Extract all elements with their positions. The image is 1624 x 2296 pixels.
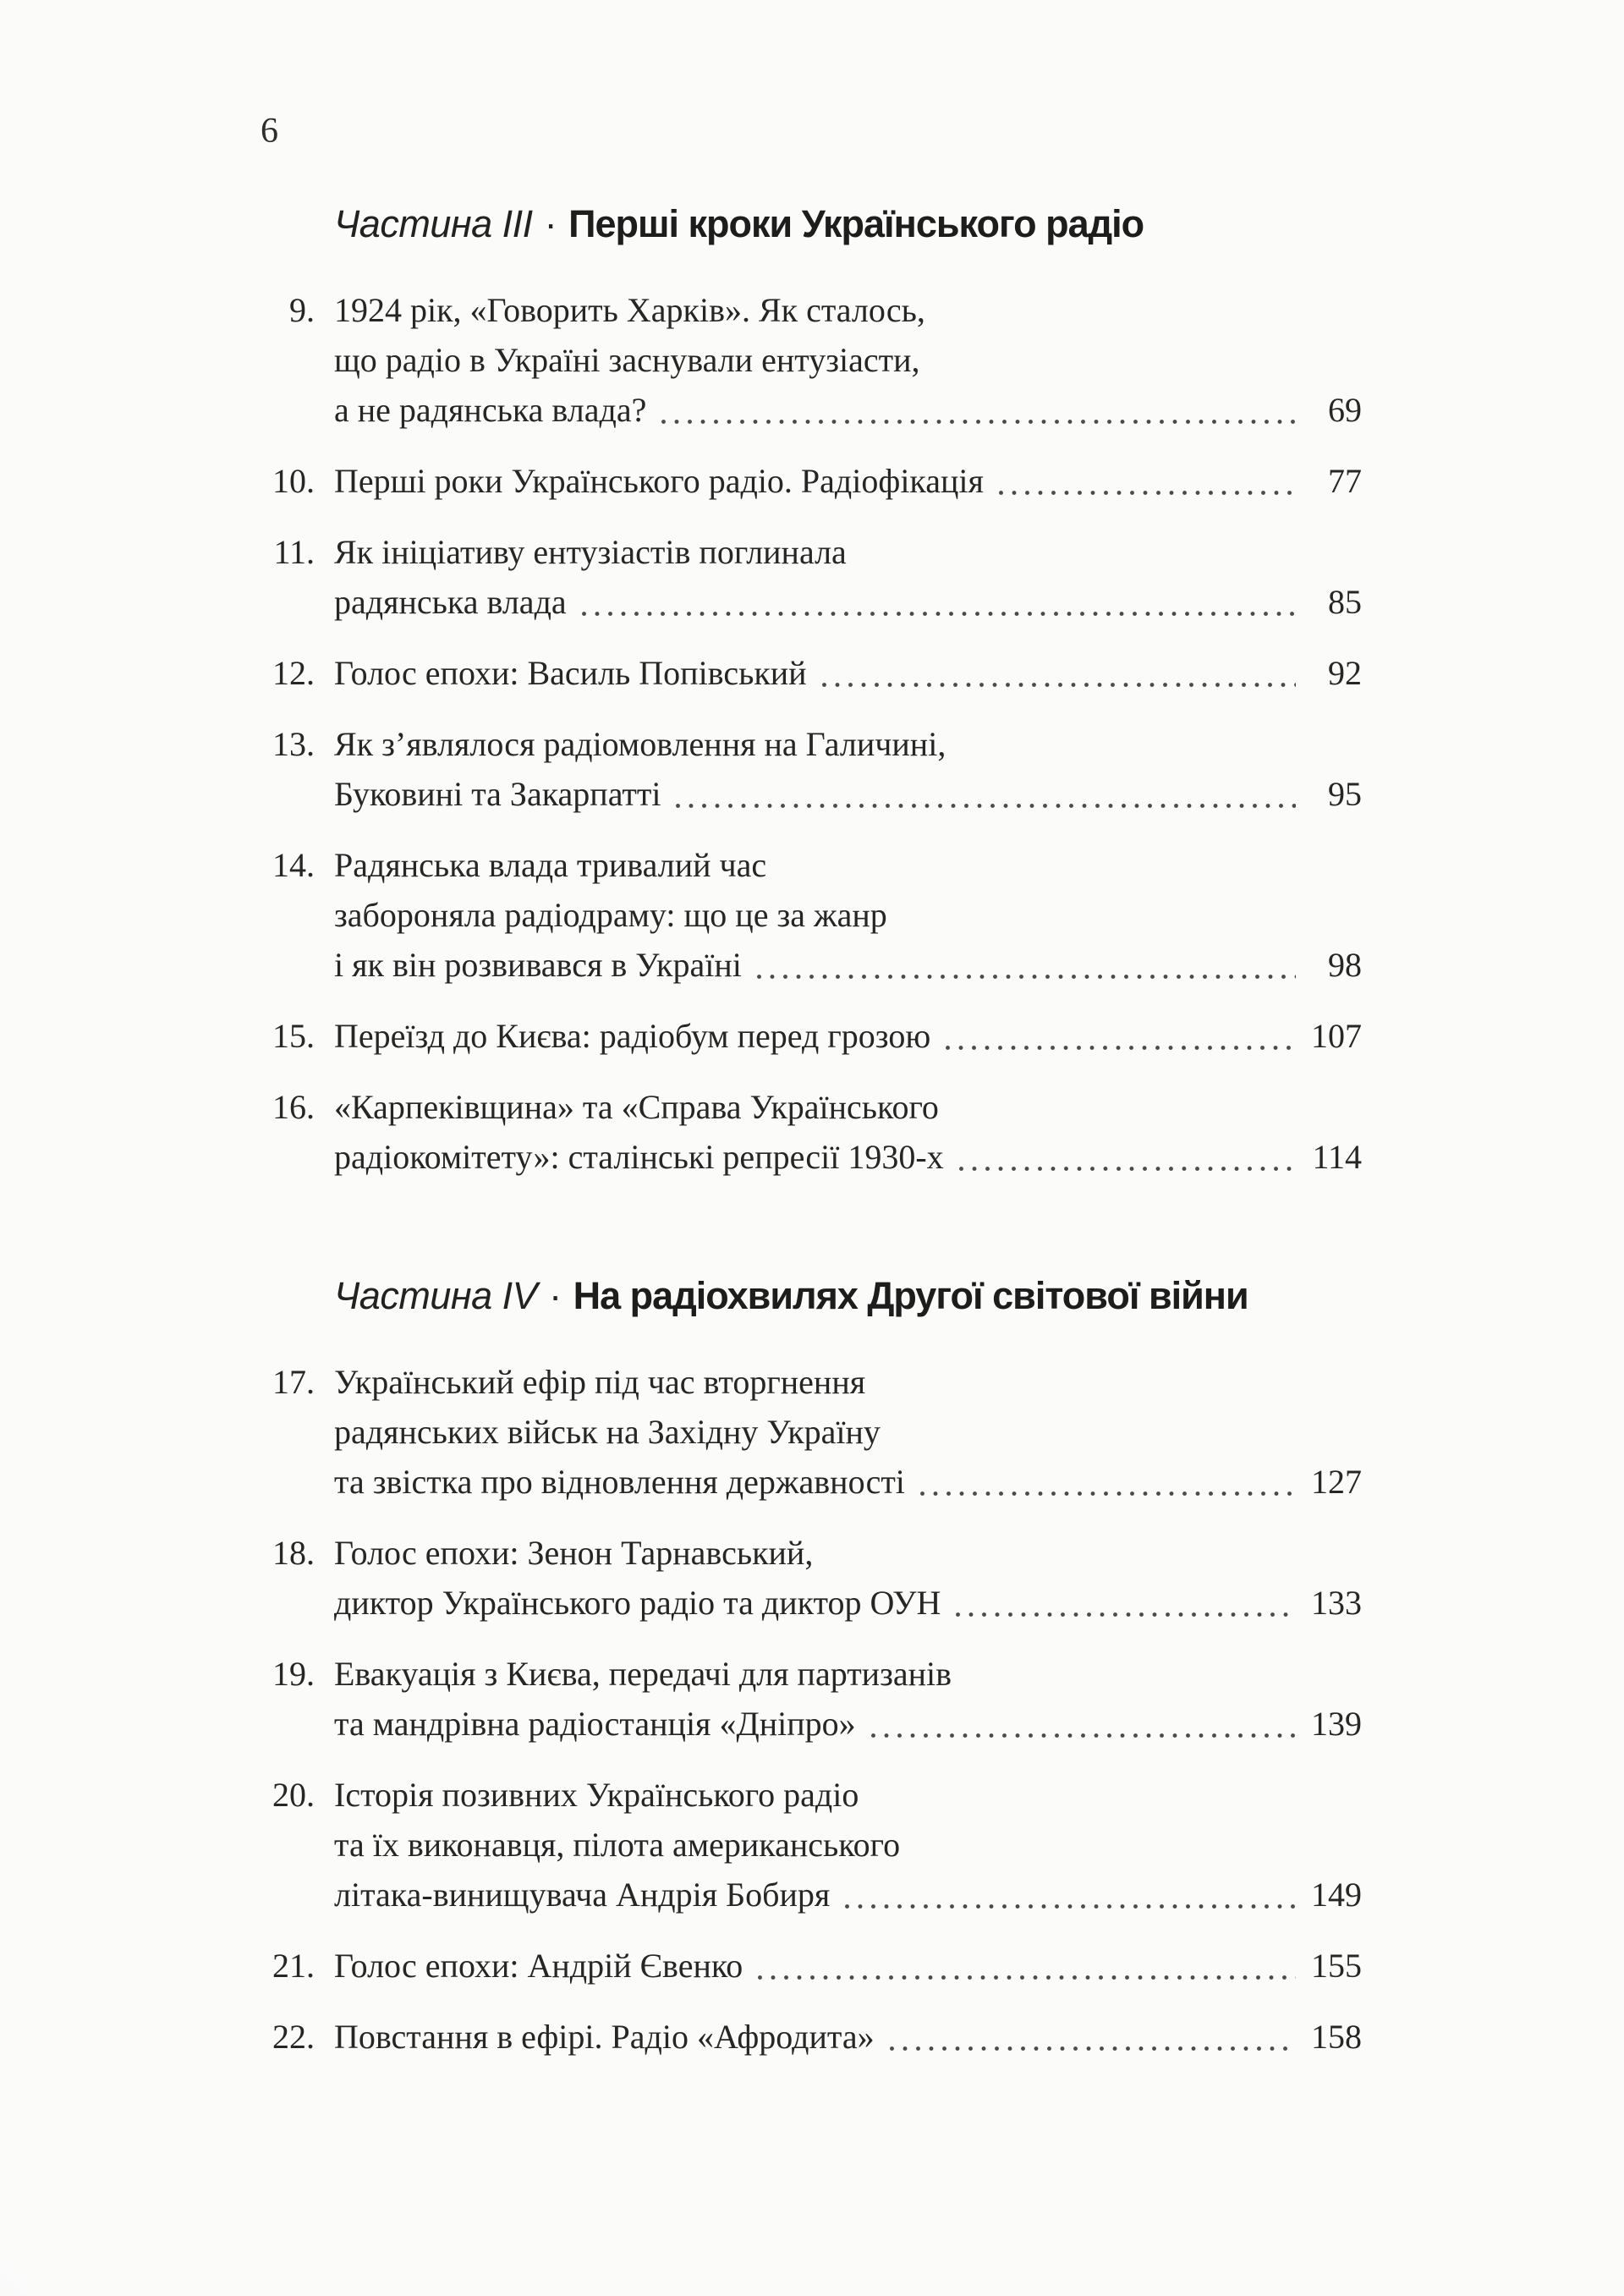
entry-text: Перші роки Українського радіо. Радіофікація bbox=[334, 462, 984, 500]
entry-page-number: 149 bbox=[1311, 1876, 1362, 1914]
entry-number: 17. bbox=[272, 1363, 315, 1401]
entry-page-number: 158 bbox=[1311, 2018, 1362, 2056]
entry-line bbox=[334, 577, 1362, 627]
dot-leader bbox=[920, 1491, 1296, 1496]
entry-line bbox=[334, 1011, 1362, 1061]
toc-entry bbox=[269, 1649, 1362, 1749]
entry-number: 21. bbox=[272, 1947, 315, 1985]
entry-page-number: 133 bbox=[1311, 1584, 1362, 1622]
entry-text: Евакуація з Києва, передачі для партизанів bbox=[334, 1655, 952, 1693]
dot-leader bbox=[582, 612, 1296, 616]
entry-number: 20. bbox=[272, 1776, 315, 1814]
entry-body bbox=[334, 1941, 1362, 1991]
entry-line bbox=[334, 335, 1362, 385]
toc-entry bbox=[269, 648, 1362, 698]
dot-leader bbox=[822, 683, 1296, 687]
entry-line bbox=[334, 1407, 1362, 1457]
toc-entry bbox=[269, 456, 1362, 506]
entry-text: Повстання в ефірі. Радіо «Афродита» bbox=[334, 2018, 875, 2056]
entry-text: радянська влада bbox=[334, 583, 567, 621]
entry-line bbox=[334, 840, 1362, 890]
entry-text: Історія позивних Українського радіо bbox=[334, 1776, 859, 1814]
entry-line bbox=[334, 940, 1362, 990]
part-separator: · bbox=[544, 202, 557, 245]
toc-entry bbox=[269, 1528, 1362, 1628]
entry-text: Голос епохи: Андрій Євенко bbox=[334, 1947, 743, 1985]
entry-page-number: 114 bbox=[1312, 1138, 1362, 1176]
entry-text: радіокомітету»: сталінські репресії 1930-х bbox=[334, 1138, 944, 1176]
part-title: Перші кроки Українського радіо bbox=[568, 202, 1144, 245]
table-of-contents bbox=[269, 199, 1362, 2062]
entry-line bbox=[334, 1578, 1362, 1628]
entry-line bbox=[334, 1870, 1362, 1920]
entry-text: та звістка про відновлення державності bbox=[334, 1463, 905, 1501]
entry-line bbox=[334, 285, 1362, 335]
entry-text: та їх виконавця, пілота американського bbox=[334, 1826, 901, 1864]
part-label: Частина IV bbox=[334, 1274, 538, 1317]
dot-leader bbox=[845, 1904, 1296, 1909]
entry-number: 12. bbox=[272, 654, 315, 692]
entry-page-number: 92 bbox=[1328, 654, 1362, 692]
entry-page-number: 95 bbox=[1328, 775, 1362, 813]
entry-text: а не радянська влада? bbox=[334, 391, 647, 429]
entry-line bbox=[334, 1132, 1362, 1182]
entry-line bbox=[334, 2012, 1362, 2062]
entry-text: Голос епохи: Зенон Тарнавський, bbox=[334, 1534, 814, 1572]
entry-number: 19. bbox=[272, 1655, 315, 1693]
entry-number: 22. bbox=[272, 2018, 315, 2056]
entry-text: Буковині та Закарпатті bbox=[334, 775, 661, 813]
entry-page-number: 155 bbox=[1311, 1947, 1362, 1985]
dot-leader bbox=[956, 1612, 1296, 1617]
entry-line bbox=[334, 890, 1362, 940]
entry-line bbox=[334, 1941, 1362, 1991]
entry-text: Як з’являлося радіомовлення на Галичині, bbox=[334, 725, 946, 763]
entry-text: та мандрівна радіостанція «Дніпро» bbox=[334, 1705, 856, 1743]
entry-body bbox=[334, 719, 1362, 819]
entry-body bbox=[334, 1649, 1362, 1749]
entry-text: забороняла радіодраму: що це за жанр bbox=[334, 896, 887, 934]
dot-leader bbox=[676, 804, 1296, 808]
entry-text: Український ефір під час вторгнення bbox=[334, 1363, 866, 1401]
toc-entry bbox=[269, 2012, 1362, 2062]
entry-line bbox=[334, 1457, 1362, 1507]
toc-entry bbox=[269, 840, 1362, 990]
entry-text: і як він розвивався в Україні bbox=[334, 946, 742, 984]
entry-line bbox=[334, 1649, 1362, 1699]
part-title: На радіохвилях Другої світової війни bbox=[573, 1274, 1248, 1317]
dot-leader bbox=[959, 1167, 1296, 1171]
entry-line bbox=[334, 1528, 1362, 1578]
part-heading bbox=[334, 1271, 1362, 1321]
part-label: Частина III bbox=[334, 202, 533, 245]
entry-text: радянських військ на Західну Україну bbox=[334, 1413, 881, 1451]
entry-line bbox=[334, 385, 1362, 435]
toc-entry bbox=[269, 1357, 1362, 1507]
toc-entry bbox=[269, 1082, 1362, 1182]
entry-body bbox=[334, 648, 1362, 698]
entry-line bbox=[334, 1357, 1362, 1407]
entry-body bbox=[334, 1357, 1362, 1507]
entry-page-number: 77 bbox=[1328, 462, 1362, 500]
entry-number: 9. bbox=[289, 291, 315, 329]
entry-number: 13. bbox=[272, 725, 315, 763]
entry-number: 16. bbox=[272, 1088, 315, 1126]
entry-line bbox=[334, 527, 1362, 577]
entry-body bbox=[334, 1770, 1362, 1920]
entry-line bbox=[334, 1082, 1362, 1132]
page-number: 6 bbox=[261, 112, 278, 151]
entry-page-number: 127 bbox=[1311, 1463, 1362, 1501]
entry-body bbox=[334, 1011, 1362, 1061]
entry-page-number: 98 bbox=[1328, 946, 1362, 984]
entry-text: що радіо в Україні заснували ентузіасти, bbox=[334, 341, 920, 379]
entry-body bbox=[334, 840, 1362, 990]
entry-body bbox=[334, 527, 1362, 627]
entry-number: 15. bbox=[272, 1017, 315, 1055]
entry-text: Голос епохи: Василь Попівський bbox=[334, 654, 807, 692]
entry-body bbox=[334, 456, 1362, 506]
entry-number: 10. bbox=[272, 462, 315, 500]
entry-line bbox=[334, 769, 1362, 819]
part-separator: · bbox=[549, 1274, 562, 1317]
entry-text: «Карпеківщина» та «Справа Українського bbox=[334, 1088, 939, 1126]
entry-page-number: 69 bbox=[1328, 391, 1362, 429]
dot-leader bbox=[999, 491, 1296, 495]
entry-number: 18. bbox=[272, 1534, 315, 1572]
dot-leader bbox=[946, 1046, 1296, 1050]
toc-entry bbox=[269, 1941, 1362, 1991]
entry-line bbox=[334, 1770, 1362, 1820]
entry-line bbox=[334, 1820, 1362, 1870]
entry-line bbox=[334, 456, 1362, 506]
toc-entry bbox=[269, 527, 1362, 627]
dot-leader bbox=[871, 1733, 1296, 1738]
toc-entry bbox=[269, 719, 1362, 819]
dot-leader bbox=[758, 1975, 1296, 1980]
entry-body bbox=[334, 1082, 1362, 1182]
entry-body bbox=[334, 285, 1362, 435]
entry-line bbox=[334, 1699, 1362, 1749]
entry-text: 1924 рік, «Говорить Харків». Як сталось, bbox=[334, 291, 925, 329]
part-heading bbox=[334, 199, 1362, 250]
toc-entry bbox=[269, 1770, 1362, 1920]
entry-line bbox=[334, 719, 1362, 769]
entry-number: 14. bbox=[272, 846, 315, 884]
entry-page-number: 139 bbox=[1311, 1705, 1362, 1743]
entry-text: літака-винищувача Андрія Бобиря bbox=[334, 1876, 831, 1914]
dot-leader bbox=[757, 975, 1296, 979]
entry-body bbox=[334, 2012, 1362, 2062]
dot-leader bbox=[890, 2046, 1296, 2051]
entry-text: диктор Українського радіо та диктор ОУН bbox=[334, 1584, 941, 1622]
toc-entry bbox=[269, 1011, 1362, 1061]
entry-body bbox=[334, 1528, 1362, 1628]
entry-line bbox=[334, 648, 1362, 698]
entry-text: Радянська влада тривалий час bbox=[334, 846, 767, 884]
toc-entry bbox=[269, 285, 1362, 435]
entry-text: Як ініціативу ентузіастів поглинала bbox=[334, 533, 847, 571]
entry-page-number: 85 bbox=[1328, 583, 1362, 621]
entry-number: 11. bbox=[273, 533, 315, 571]
entry-text: Переїзд до Києва: радіобум перед грозою bbox=[334, 1017, 931, 1055]
dot-leader bbox=[661, 420, 1296, 424]
entry-page-number: 107 bbox=[1311, 1017, 1362, 1055]
